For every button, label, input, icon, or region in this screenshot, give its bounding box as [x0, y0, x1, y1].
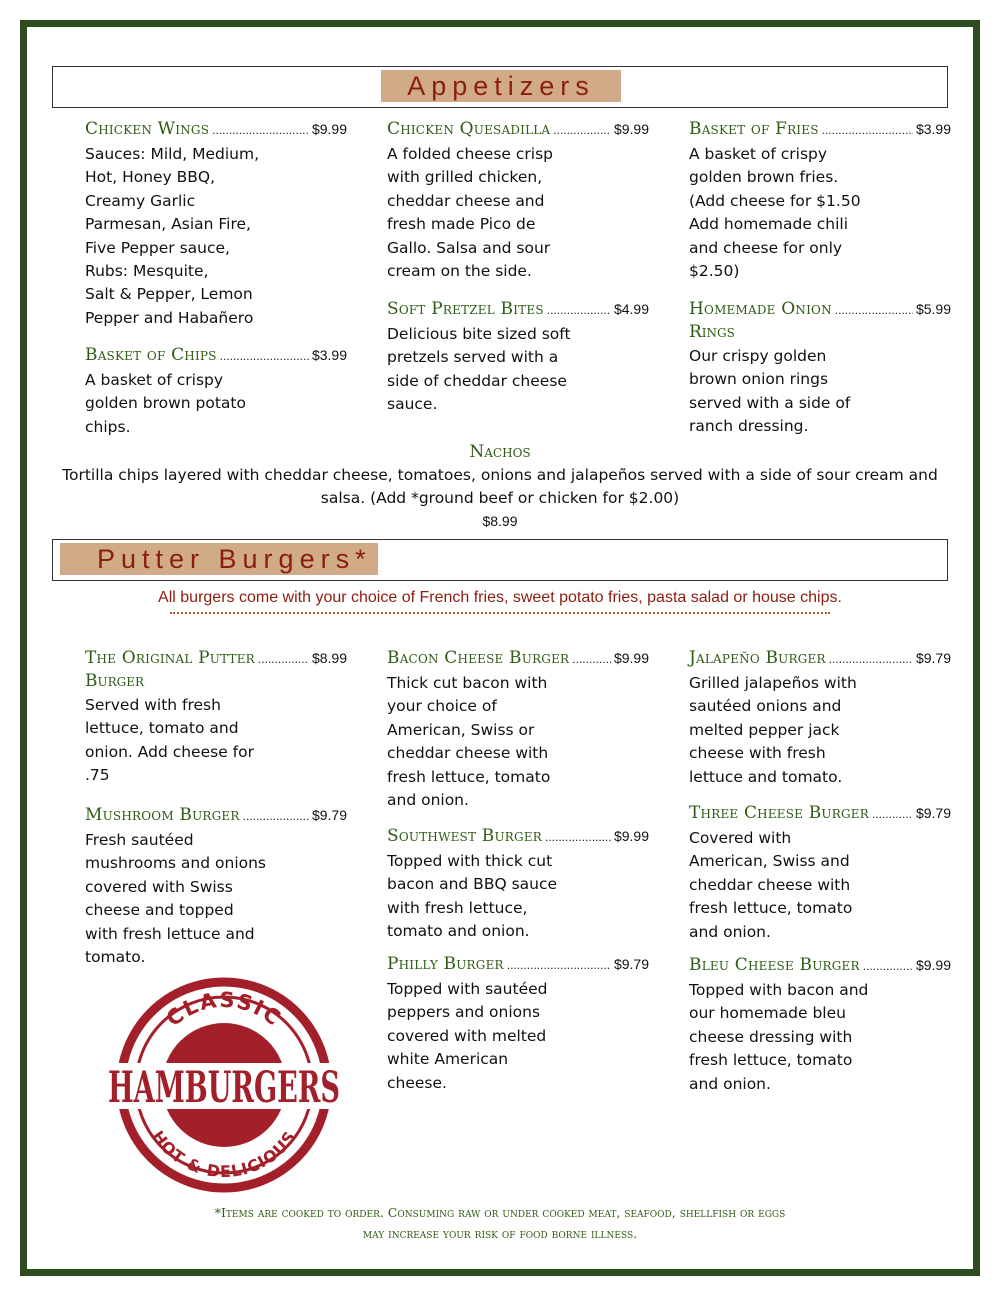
item-name: Philly Burger [387, 954, 504, 974]
item-description: A basket of crispy golden brown potato chips. [85, 371, 246, 436]
menu-item-chicken-quesadilla [387, 117, 649, 283]
menu-item-three-cheese-burger [689, 801, 951, 944]
dotted-divider [170, 612, 830, 614]
menu-item-basket-of-chips [85, 343, 347, 439]
item-name: Chicken Quesadilla [387, 119, 551, 139]
classic-hamburgers-logo [102, 975, 347, 1195]
item-price: $9.99 [613, 828, 649, 844]
item-price: $3.99 [915, 121, 951, 137]
item-description: Tortilla chips layered with cheddar cheese, tomatoes, onions and jalapeños served with a side of sour cream and salsa. (Add *ground beef or chicken for $2.00) [62, 466, 938, 507]
menu-item-chicken-wings [85, 117, 347, 330]
food-safety-disclaimer [100, 1202, 900, 1244]
item-price: $9.99 [311, 121, 347, 137]
item-description: Sauces: Mild, Medium, Hot, Honey BBQ, Creamy Garlic Parmesan, Asian Fire, Five Pepper sauce, Rubs: Mesquite, Salt & Pepper, Lemon Pepper and Habañero [85, 145, 260, 327]
item-description: A basket of crispy golden brown fries. (Add cheese for $1.50 Add homemade chili and cheese for only $2.50) [689, 145, 861, 281]
menu-item-basket-of-fries [689, 117, 951, 283]
item-name: Homemade Onion [689, 299, 832, 319]
item-description: Topped with sautéed peppers and onions covered with melted white American cheese. [387, 980, 548, 1092]
item-price: $9.79 [915, 805, 951, 821]
item-price: $9.99 [613, 121, 649, 137]
item-description: Delicious bite sized soft pretzels served with a side of cheddar cheese sauce. [387, 325, 571, 414]
menu-item-philly-burger [387, 952, 649, 1095]
item-description: Covered with American, Swiss and cheddar cheese with fresh lettuce, tomato and onion. [689, 829, 853, 941]
item-price: $9.79 [311, 807, 347, 823]
item-description: Fresh sautéed mushrooms and onions covered with Swiss cheese and topped with fresh lettuce and tomato. [85, 831, 267, 967]
item-name: Southwest Burger [387, 826, 543, 846]
item-name: Mushroom Burger [85, 805, 240, 825]
disclaimer-line-2: may increase your risk of food borne illness. [362, 1226, 638, 1241]
item-name: Jalapeño Burger [689, 648, 826, 668]
item-price: $4.99 [613, 301, 649, 317]
item-price: $9.99 [915, 957, 951, 973]
item-name: Soft Pretzel Bites [387, 299, 544, 319]
item-price: $9.99 [613, 650, 649, 666]
menu-item-homemade-onion-rings [689, 297, 951, 439]
item-name-continued: Burger [85, 671, 145, 691]
item-price: $8.99 [482, 513, 518, 529]
item-description: A folded cheese crisp with grilled chicken, cheddar cheese and fresh made Pico de Gallo. Salsa and sour cream on the side. [387, 145, 553, 281]
item-price: $5.99 [915, 301, 951, 317]
burgers-title: Putter Burgers* [60, 543, 378, 575]
logo-top-text: CLASSIC [161, 987, 287, 1032]
item-price: $3.99 [311, 347, 347, 363]
menu-item-mushroom-burger [85, 803, 347, 969]
item-name: Nachos [469, 442, 531, 462]
burgers-bar [52, 539, 948, 581]
item-name: Three Cheese Burger [689, 803, 869, 823]
item-name: Basket of Fries [689, 119, 819, 139]
item-name: Bleu Cheese Burger [689, 955, 860, 975]
item-description: Served with fresh lettuce, tomato and onion. Add cheese for .75 [85, 696, 254, 785]
disclaimer-line-1: *Items are cooked to order. Consuming raw or under cooked meat, seafood, shellfish or eggs [214, 1205, 786, 1220]
menu-item-original-putter-burger [85, 646, 347, 788]
item-description: Our crispy golden brown onion rings served with a side of ranch dressing. [689, 347, 851, 436]
menu-item-jalapeno-burger [689, 646, 951, 789]
item-price: $8.99 [311, 650, 347, 666]
item-name: Basket of Chips [85, 345, 217, 365]
menu-item-southwest-burger [387, 824, 649, 944]
menu-item-nachos [40, 440, 960, 532]
item-description: Topped with bacon and our homemade bleu cheese dressing with fresh lettuce, tomato and onion. [689, 981, 869, 1093]
menu-item-bacon-cheese-burger [387, 646, 649, 812]
item-price: $9.79 [915, 650, 951, 666]
item-description: Grilled jalapeños with sautéed onions and melted pepper jack cheese with fresh lettuce and tomato. [689, 674, 857, 786]
item-name: Bacon Cheese Burger [387, 648, 570, 668]
appetizers-title: Appetizers [381, 70, 621, 102]
item-description: Topped with thick cut bacon and BBQ sauce with fresh lettuce, tomato and onion. [387, 852, 558, 941]
menu-item-bleu-cheese-burger [689, 953, 951, 1096]
item-description: Thick cut bacon with your choice of American, Swiss or cheddar cheese with fresh lettuce, tomato and onion. [387, 674, 551, 810]
item-price: $9.79 [613, 956, 649, 972]
burger-sides-note: All burgers come with your choice of French fries, sweet potato fries, pasta salad or house chips. [158, 589, 842, 606]
item-name-continued: Rings [689, 322, 735, 342]
logo-bottom-text: HOT & DELICIOUS [148, 1127, 300, 1182]
item-name: The Original Putter [85, 648, 255, 668]
logo-main-text: HAMBURGERS [108, 1063, 340, 1113]
item-name: Chicken Wings [85, 119, 210, 139]
appetizers-bar [52, 66, 948, 108]
menu-item-soft-pretzel-bites [387, 297, 649, 417]
